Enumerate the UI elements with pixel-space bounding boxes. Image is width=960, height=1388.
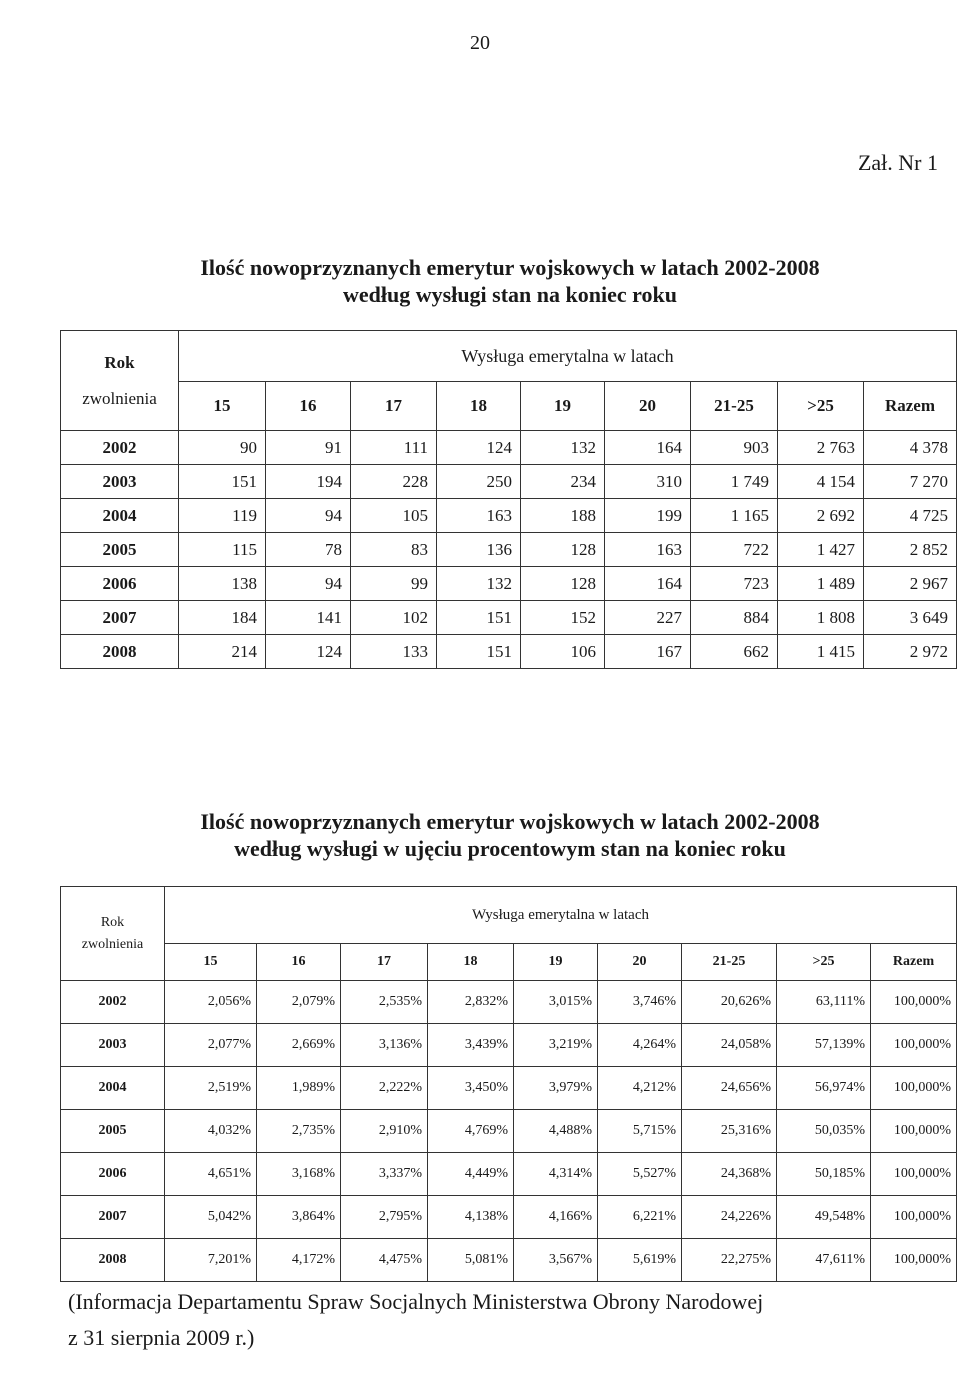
year-cell: 2004 [61, 499, 179, 533]
value-cell: 2,735% [257, 1110, 341, 1153]
annex-label: Zał. Nr 1 [857, 150, 938, 175]
table-row [61, 567, 957, 601]
year-cell: 2002 [61, 431, 179, 465]
table-row [61, 465, 957, 499]
year-cell: 2002 [61, 981, 165, 1024]
value-cell: 2 972 [864, 635, 957, 669]
value-cell: 227 [605, 601, 691, 635]
value-cell: 7,201% [165, 1239, 257, 1282]
value-cell: 78 [266, 533, 351, 567]
value-cell: 124 [437, 431, 521, 465]
year-header-cell [61, 331, 179, 431]
value-cell: 119 [179, 499, 266, 533]
value-cell: 1 489 [778, 567, 864, 601]
value-cell: 102 [351, 601, 437, 635]
value-cell: 2,519% [165, 1067, 257, 1110]
value-cell: 164 [605, 567, 691, 601]
value-cell: 4,475% [341, 1239, 428, 1282]
value-cell: 199 [605, 499, 691, 533]
value-cell: 163 [605, 533, 691, 567]
value-cell: 100,000% [871, 1024, 957, 1067]
value-cell: 3,219% [514, 1024, 598, 1067]
value-cell: 3,979% [514, 1067, 598, 1110]
value-cell: 2,079% [257, 981, 341, 1024]
year-cell: 2003 [61, 1024, 165, 1067]
value-cell: 4,166% [514, 1196, 598, 1239]
column-header: 17 [341, 944, 428, 981]
value-cell: 4,449% [428, 1153, 514, 1196]
value-cell: 163 [437, 499, 521, 533]
value-cell: 100,000% [871, 1067, 957, 1110]
value-cell: 50,185% [777, 1153, 871, 1196]
column-header: 16 [266, 382, 351, 431]
column-header: >25 [777, 944, 871, 981]
value-cell: 22,275% [682, 1239, 777, 1282]
value-cell: 106 [521, 635, 605, 669]
table2-title [60, 808, 960, 862]
value-cell: 2,535% [341, 981, 428, 1024]
value-cell: 3,864% [257, 1196, 341, 1239]
column-header: 19 [514, 944, 598, 981]
value-cell: 2 852 [864, 533, 957, 567]
value-cell: 1 165 [691, 499, 778, 533]
table-row [61, 1196, 957, 1239]
value-cell: 723 [691, 567, 778, 601]
value-cell: 662 [691, 635, 778, 669]
year-cell: 2005 [61, 1110, 165, 1153]
value-cell: 5,619% [598, 1239, 682, 1282]
value-cell: 2,832% [428, 981, 514, 1024]
value-cell: 3,439% [428, 1024, 514, 1067]
value-cell: 132 [521, 431, 605, 465]
source-line2: z 31 sierpnia 2009 r.) [68, 1325, 255, 1350]
service-group-header: Wysługa emerytalna w latach [165, 887, 957, 944]
column-header: 21-25 [682, 944, 777, 981]
year-cell: 2008 [61, 635, 179, 669]
value-cell: 5,527% [598, 1153, 682, 1196]
value-cell: 20,626% [682, 981, 777, 1024]
table-row [61, 1067, 957, 1110]
column-header: 21-25 [691, 382, 778, 431]
value-cell: 3,746% [598, 981, 682, 1024]
value-cell: 99 [351, 567, 437, 601]
value-cell: 310 [605, 465, 691, 499]
value-cell: 24,656% [682, 1067, 777, 1110]
value-cell: 2,077% [165, 1024, 257, 1067]
value-cell: 24,368% [682, 1153, 777, 1196]
value-cell: 3,136% [341, 1024, 428, 1067]
value-cell: 111 [351, 431, 437, 465]
table2-percent [60, 886, 957, 1282]
year-cell: 2007 [61, 1196, 165, 1239]
value-cell: 164 [605, 431, 691, 465]
value-cell: 6,221% [598, 1196, 682, 1239]
year-header-cell [61, 887, 165, 981]
value-cell: 152 [521, 601, 605, 635]
value-cell: 194 [266, 465, 351, 499]
zwolnienia-label: zwolnienia [81, 936, 144, 952]
value-cell: 91 [266, 431, 351, 465]
value-cell: 4 378 [864, 431, 957, 465]
table2-title-line1: Ilość nowoprzyznanych emerytur wojskowych w latach 2002-2008 [200, 809, 820, 834]
year-cell: 2006 [61, 1153, 165, 1196]
table-row [61, 635, 957, 669]
value-cell: 903 [691, 431, 778, 465]
value-cell: 2,669% [257, 1024, 341, 1067]
value-cell: 83 [351, 533, 437, 567]
value-cell: 100,000% [871, 1196, 957, 1239]
value-cell: 105 [351, 499, 437, 533]
column-header: 18 [428, 944, 514, 981]
value-cell: 7 270 [864, 465, 957, 499]
value-cell: 24,058% [682, 1024, 777, 1067]
value-cell: 2,795% [341, 1196, 428, 1239]
column-header: 17 [351, 382, 437, 431]
value-cell: 3,567% [514, 1239, 598, 1282]
value-cell: 56,974% [777, 1067, 871, 1110]
value-cell: 49,548% [777, 1196, 871, 1239]
year-cell: 2006 [61, 567, 179, 601]
value-cell: 141 [266, 601, 351, 635]
value-cell: 100,000% [871, 1153, 957, 1196]
value-cell: 24,226% [682, 1196, 777, 1239]
column-header: 15 [165, 944, 257, 981]
column-header: >25 [778, 382, 864, 431]
value-cell: 3 649 [864, 601, 957, 635]
value-cell: 2 967 [864, 567, 957, 601]
value-cell: 2 763 [778, 431, 864, 465]
value-cell: 250 [437, 465, 521, 499]
rok-label: Rok [100, 914, 125, 930]
column-header: Razem [864, 382, 957, 431]
value-cell: 722 [691, 533, 778, 567]
year-cell: 2008 [61, 1239, 165, 1282]
value-cell: 1 415 [778, 635, 864, 669]
page-number: 20 [470, 32, 490, 54]
value-cell: 128 [521, 567, 605, 601]
table-row [61, 1239, 957, 1282]
year-cell: 2003 [61, 465, 179, 499]
value-cell: 151 [437, 601, 521, 635]
value-cell: 1 427 [778, 533, 864, 567]
value-cell: 4,314% [514, 1153, 598, 1196]
value-cell: 234 [521, 465, 605, 499]
table-row [61, 1110, 957, 1153]
value-cell: 3,337% [341, 1153, 428, 1196]
value-cell: 133 [351, 635, 437, 669]
value-cell: 63,111% [777, 981, 871, 1024]
value-cell: 4,138% [428, 1196, 514, 1239]
value-cell: 3,015% [514, 981, 598, 1024]
column-header: 19 [521, 382, 605, 431]
value-cell: 1 749 [691, 465, 778, 499]
column-header: Razem [871, 944, 957, 981]
year-cell: 2007 [61, 601, 179, 635]
table-row [61, 499, 957, 533]
value-cell: 4,032% [165, 1110, 257, 1153]
value-cell: 167 [605, 635, 691, 669]
value-cell: 132 [437, 567, 521, 601]
value-cell: 50,035% [777, 1110, 871, 1153]
value-cell: 2,222% [341, 1067, 428, 1110]
column-header: 16 [257, 944, 341, 981]
value-cell: 136 [437, 533, 521, 567]
value-cell: 2 692 [778, 499, 864, 533]
service-group-header: Wysługa emerytalna w latach [179, 331, 957, 382]
value-cell: 47,611% [777, 1239, 871, 1282]
value-cell: 57,139% [777, 1024, 871, 1067]
table1-counts [60, 330, 957, 669]
value-cell: 4,172% [257, 1239, 341, 1282]
value-cell: 100,000% [871, 981, 957, 1024]
value-cell: 4,264% [598, 1024, 682, 1067]
value-cell: 128 [521, 533, 605, 567]
table1-title-line1: Ilość nowoprzyznanych emerytur wojskowych w latach 2002-2008 [200, 255, 820, 280]
rok-label: Rok [104, 352, 135, 372]
value-cell: 1 808 [778, 601, 864, 635]
table-row [61, 981, 957, 1024]
value-cell: 5,081% [428, 1239, 514, 1282]
table2-title-line2: według wysługi w ujęciu procentowym stan na koniec roku [234, 836, 786, 861]
value-cell: 884 [691, 601, 778, 635]
value-cell: 214 [179, 635, 266, 669]
table-row [61, 533, 957, 567]
table-row [61, 1024, 957, 1067]
value-cell: 124 [266, 635, 351, 669]
value-cell: 90 [179, 431, 266, 465]
source-note [68, 1284, 948, 1356]
value-cell: 3,168% [257, 1153, 341, 1196]
column-header: 15 [179, 382, 266, 431]
value-cell: 138 [179, 567, 266, 601]
value-cell: 4 154 [778, 465, 864, 499]
value-cell: 5,042% [165, 1196, 257, 1239]
year-cell: 2005 [61, 533, 179, 567]
column-header: 20 [598, 944, 682, 981]
column-header: 18 [437, 382, 521, 431]
value-cell: 100,000% [871, 1239, 957, 1282]
value-cell: 184 [179, 601, 266, 635]
value-cell: 25,316% [682, 1110, 777, 1153]
source-line1: (Informacja Departamentu Spraw Socjalnych Ministerstwa Obrony Narodowej [68, 1289, 764, 1314]
column-header: 20 [605, 382, 691, 431]
table-row [61, 431, 957, 465]
value-cell: 94 [266, 499, 351, 533]
zwolnienia-label: zwolnienia [82, 388, 157, 408]
value-cell: 151 [179, 465, 266, 499]
value-cell: 4,488% [514, 1110, 598, 1153]
value-cell: 115 [179, 533, 266, 567]
value-cell: 1,989% [257, 1067, 341, 1110]
table1-title-line2: według wysługi stan na koniec roku [343, 282, 677, 307]
value-cell: 3,450% [428, 1067, 514, 1110]
table-row [61, 1153, 957, 1196]
value-cell: 5,715% [598, 1110, 682, 1153]
value-cell: 2,056% [165, 981, 257, 1024]
value-cell: 4 725 [864, 499, 957, 533]
table1-title [60, 254, 960, 308]
value-cell: 2,910% [341, 1110, 428, 1153]
value-cell: 4,212% [598, 1067, 682, 1110]
value-cell: 188 [521, 499, 605, 533]
year-cell: 2004 [61, 1067, 165, 1110]
value-cell: 228 [351, 465, 437, 499]
table-row [61, 601, 957, 635]
value-cell: 94 [266, 567, 351, 601]
value-cell: 4,651% [165, 1153, 257, 1196]
value-cell: 100,000% [871, 1110, 957, 1153]
value-cell: 151 [437, 635, 521, 669]
value-cell: 4,769% [428, 1110, 514, 1153]
